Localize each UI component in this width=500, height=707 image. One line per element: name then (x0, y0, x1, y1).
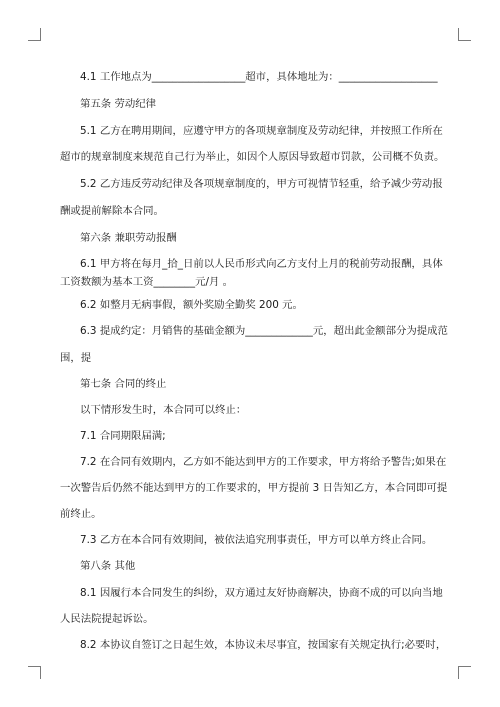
clause-8-2: 8.2 本协议自签订之日起生效，本协议未尽事宜，按国家有关规定执行;必要时， (80, 639, 447, 651)
heading-article-8: 第八条 其他 (80, 560, 136, 572)
clause-6-2: 6.2 如整月无病事假，额外奖励全勤奖 200 元。 (80, 299, 303, 311)
crop-mark-top-right (458, 28, 471, 41)
clause-5-1-line-2: 超市的规章制度来规范自己行为举止，如因个人原因导致超市罚款，公司概不负责。 (60, 151, 445, 163)
clause-6-1-line-1: 6.1 甲方将在每月_拾_日前以人民币形式向乙方支付上月的税前劳动报酬，具体 (80, 258, 443, 270)
clause-8-1-line-2: 人民法院提起诉讼。 (60, 613, 154, 625)
heading-article-5: 第五条 劳动纪律 (80, 98, 157, 110)
clause-7-intro: 以下情形发生时，本合同可以终止： (80, 404, 247, 416)
clause-7-2-line-2: 一次警告后仍然不能达到甲方的工作要求的，甲方提前 3 日告知乙方，本合同即可提 (60, 482, 448, 494)
clause-5-2-line-1: 5.2 乙方违反劳动纪律及各项规章制度的，甲方可视情节轻重，给予减少劳动报 (80, 178, 443, 190)
clause-7-2-line-3: 前终止。 (60, 508, 102, 520)
clause-5-2-line-2: 酬或提前解除本合同。 (60, 205, 164, 217)
heading-article-7: 第七条 合同的终止 (80, 378, 167, 390)
clause-8-1-line-1: 8.1 因履行本合同发生的纠纷，双方通过友好协商解决，协商不成的可以向当地 (80, 587, 443, 599)
crop-mark-bottom-left (28, 666, 41, 679)
clause-7-3: 7.3 乙方在本合同有效期间，被依法追究刑事责任，甲方可以单方终止合同。 (80, 534, 433, 546)
clause-6-3-line-1: 6.3 提成约定：月销售的基础金额为_____________元，超出此金额部分为提成范 (80, 325, 448, 337)
clause-7-1: 7.1 合同期限届满; (80, 430, 166, 442)
clause-6-3-line-2: 围，提 (60, 352, 92, 364)
clause-4-1: 4.1 工作地点为__________________超市，具体地址为：___________________ (80, 71, 438, 83)
crop-mark-bottom-right (458, 666, 471, 679)
clause-6-1-line-2: 工资数额为基本工资________元/月 。 (60, 276, 234, 288)
crop-mark-top-left (28, 28, 41, 41)
heading-article-6: 第六条 兼职劳动报酬 (80, 232, 177, 244)
clause-7-2-line-1: 7.2 在合同有效期内，乙方如不能达到甲方的工作要求，甲方将给予警告;如果在 (80, 456, 447, 468)
clause-5-1-line-1: 5.1 乙方在聘用期间，应遵守甲方的各项规章制度及劳动纪律，并按照工作所在 (80, 125, 443, 137)
